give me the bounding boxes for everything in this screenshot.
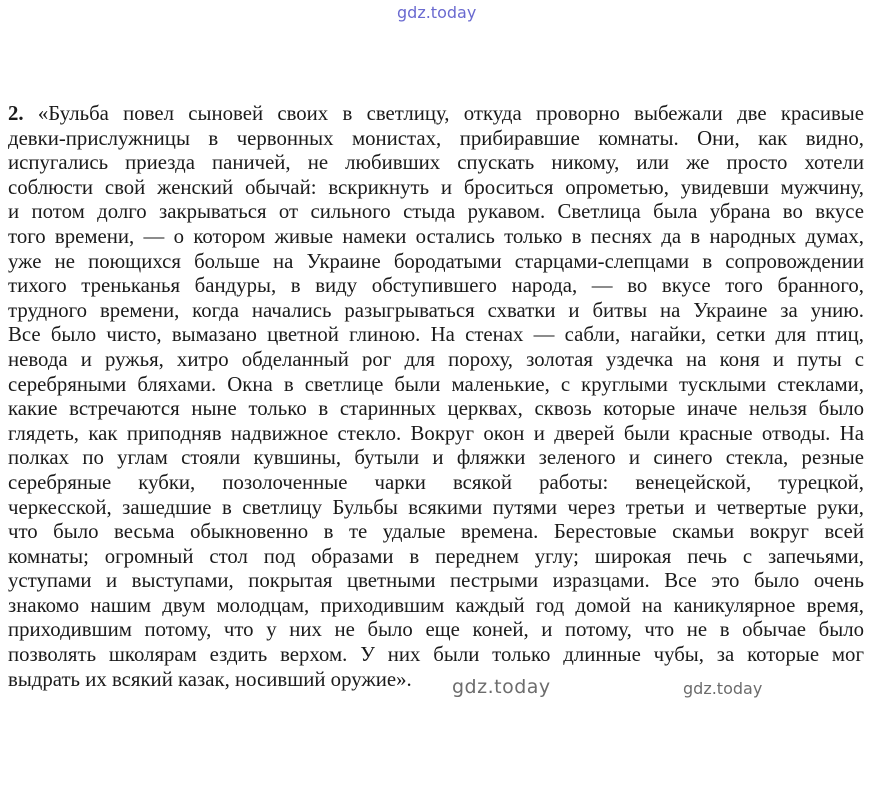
text-line: [8, 102, 864, 127]
text-line: тихого треньканья бандуры, в виду обступившего народа, — во вкусе того бранного,: [8, 274, 864, 298]
text-line: серебряными бляхами. Окна в светлице были маленькие, с круглыми тусклыми стеклами,: [8, 372, 864, 396]
watermark-top: gdz.today: [397, 3, 477, 22]
text-line: испугались приезда паничей, не любивших спускать никому, или же просто хотели: [8, 151, 864, 175]
text-line: уже не поющихся больше на Украине бородатыми старцами-слепцами в сопровождении: [8, 249, 864, 273]
text-line: позволять школярам ездить верхом. У них были только длинные чубы, за которые мог: [8, 643, 864, 667]
watermark-middle: gdz.today: [452, 676, 551, 698]
text-line: того времени, — о котором живые намеки остались только в песнях да в народных думах,: [8, 224, 864, 248]
text-line: и потом долго закрываться от сильного стыда рукавом. Светлица была убрана во вкусе: [8, 200, 864, 224]
text-line: глядеть, как приподняв надвижное стекло. Вокруг окон и дверей были красные отводы. На: [8, 421, 864, 445]
text-line: трудного времени, когда начались разыгрываться схватки и битвы на Украине за унию.: [8, 298, 864, 322]
text-line: серебряные кубки, позолоченные чарки всякой работы: венецейской, турецкой,: [8, 470, 864, 494]
document-text: [8, 102, 864, 692]
text-line: комнаты; огромный стол под образами в переднем углу; широкая печь с запечьями,: [8, 544, 864, 568]
text-line: девки-прислужницы в червонных монистах, прибиравшие комнаты. Они, как видно,: [8, 126, 864, 150]
text-line: полках по углам стояли кувшины, бутыли и фляжки зеленого и синего стекла, резные: [8, 446, 864, 470]
text-line: какие встречаются ныне только в старинных церквах, сквозь которые иначе нельзя было: [8, 397, 864, 421]
text-line: знакомо нашим двум молодцам, приходившим каждый год домой на каникулярное время,: [8, 593, 864, 617]
text-line: что было весьма обыкновенно в те удалые времена. Берестовые скамьи вокруг всей: [8, 520, 864, 544]
text-line: Все было чисто, вымазано цветной глиною. На стенах — сабли, нагайки, сетки для птиц,: [8, 323, 864, 347]
watermark-right: gdz.today: [683, 679, 763, 698]
item-number: 2.: [8, 102, 24, 125]
text-line: приходившим потому, что у них не было еще коней, и потому, что не в обычае было: [8, 618, 864, 642]
text-line: невода и ружья, хитро обделанный рог для пороху, золотая уздечка на коня и путы с: [8, 347, 864, 371]
text-line: соблюсти свой женский обычай: вскрикнуть и броситься опрометью, увидевши мужчину,: [8, 175, 864, 199]
text-line: черкесской, зашедшие в светлицу Бульбы всякими путями через третьи и четвертые руки,: [8, 495, 864, 519]
text-line: выдрать их всякий казак, носивший оружие».: [8, 667, 412, 691]
text-line-content: «Бульба повел сыновей своих в светлицу, откуда проворно выбежали две красивые: [37, 102, 865, 125]
text-line: уступами и выступами, покрытая цветными пестрыми изразцами. Все это было очень: [8, 569, 864, 593]
